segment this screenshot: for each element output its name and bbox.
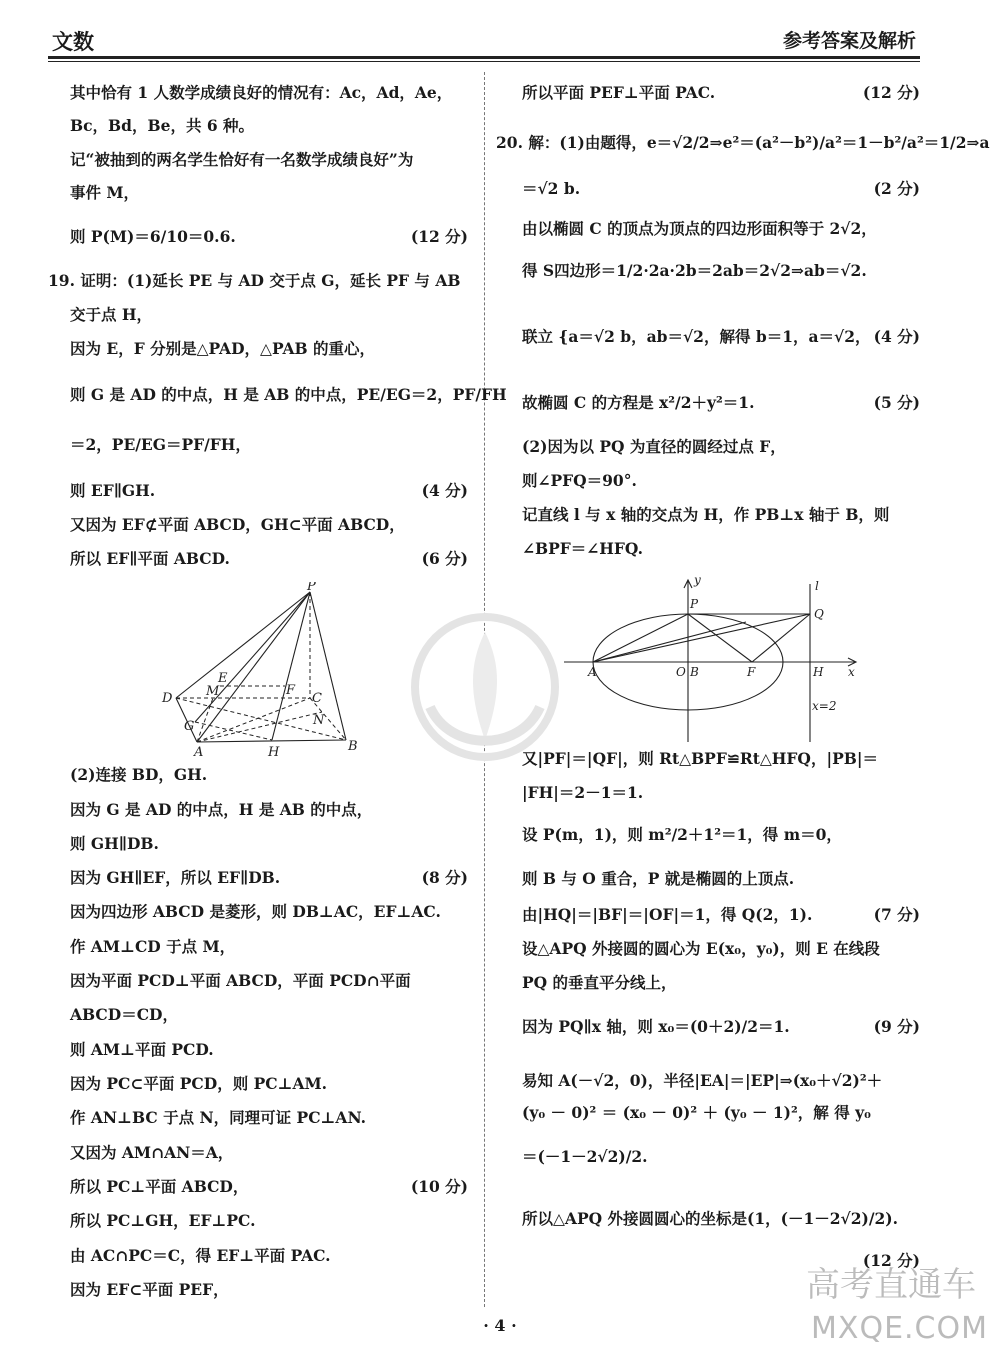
watermark-emblem <box>410 612 560 762</box>
text-line: PQ 的垂直平分线上， <box>522 973 677 992</box>
label-O: O <box>676 665 686 679</box>
label-x: x <box>848 665 855 679</box>
ellipse-figure <box>560 570 860 745</box>
text-line: 因为 EF⊂平面 PEF， <box>70 1280 229 1299</box>
text-line: 则 G 是 AD 的中点，H 是 AB 的中点，PE/EG＝2，PF/FH <box>70 385 507 404</box>
text-line: ABCD＝CD， <box>70 1005 178 1024</box>
text-line: 则 GH∥DB. <box>70 834 159 853</box>
label-P: P <box>307 582 316 594</box>
text-line: 因为四边形 ABCD 是菱形，则 DB⊥AC，EF⊥AC. <box>70 902 441 921</box>
label-l: l <box>815 579 819 593</box>
edge-GH <box>195 722 272 740</box>
label-C: C <box>312 691 322 706</box>
label-M: M <box>206 684 220 699</box>
segment-FQ <box>752 614 810 662</box>
label-N: N <box>313 713 325 728</box>
label-A: A <box>588 665 597 679</box>
page-header <box>48 22 920 56</box>
text-line: ＝√2 b. (2 分) <box>522 179 920 198</box>
text-line: 则 B 与 O 重合，P 就是椭圆的上顶点. <box>522 869 795 888</box>
label-D: D <box>162 691 173 706</box>
problem-20-start: 20. 解：(1)由题得，e＝√2/2⇒e²＝(a²－b²)/a²＝1－b²/a²＝1/2⇒a <box>496 133 990 152</box>
pyramid-figure <box>150 582 370 762</box>
text-line: 由以椭圆 C 的顶点为顶点的四边形面积等于 2√2， <box>522 219 877 238</box>
text-line: 则 EF∥GH. (4 分) <box>70 481 468 500</box>
site-watermark-cn: 高考直通车 <box>806 1265 976 1305</box>
text-line: 由|HQ|＝|BF|＝|OF|＝1，得 Q(2，1). (7 分) <box>522 905 920 924</box>
text-line: 其中恰有 1 人数学成绩良好的情况有：Ac，Ad，Ae， <box>70 83 453 102</box>
text-line: 故椭圆 C 的方程是 x²/2＋y²＝1. (5 分) <box>522 393 920 412</box>
text-line: 所以 PC⊥GH，EF⊥PC. <box>70 1211 256 1230</box>
text-line: (2)连接 BD，GH. <box>70 765 208 784</box>
text-line: 易知 A(－√2，0)，半径|EA|＝|EP|⇒(x₀＋√2)²＋ <box>522 1071 883 1090</box>
label-F: F <box>747 665 756 679</box>
text-line: 所以 EF∥平面 ABCD. (6 分) <box>70 549 468 568</box>
text-line: 所以平面 PEF⊥平面 PAC. (12 分) <box>522 83 920 102</box>
header-rule <box>48 56 920 59</box>
text-line: 交于点 H， <box>70 305 153 324</box>
text-line: 又因为 EF⊄平面 ABCD，GH⊂平面 ABCD， <box>70 515 405 534</box>
site-watermark-en: MXQE.COM <box>811 1311 988 1346</box>
text-line: 因为平面 PCD⊥平面 ABCD，平面 PCD∩平面 <box>70 971 411 990</box>
text-line: 则 AM⊥平面 PCD. <box>70 1040 214 1059</box>
text-line: 联立 {a＝√2 b，ab＝√2，解得 b＝1，a＝√2， (4 分) <box>522 327 920 346</box>
subject-label: 文数 <box>52 29 94 54</box>
text-line: 又|PF|＝|QF|，则 Rt△BPF≌Rt△HFQ，|PB|＝ <box>522 749 878 768</box>
text-line: 因为 PC⊂平面 PCD，则 PC⊥AM. <box>70 1074 328 1093</box>
label-B: B <box>348 739 358 754</box>
label-A: A <box>194 745 204 760</box>
label-F: F <box>286 683 296 698</box>
header-title: 参考答案及解析 <box>782 30 916 52</box>
label-H: H <box>268 745 280 760</box>
text-line: 事件 M， <box>70 183 140 202</box>
text-line: 作 AN⊥BC 于点 N，同理可证 PC⊥AN. <box>70 1108 367 1127</box>
segment-AQ <box>593 614 810 662</box>
text-line: 因为 E，F 分别是△PAD，△PAB 的重心， <box>70 339 375 358</box>
text-line: 设△APQ 外接圆的圆心为 E(x₀，y₀)，则 E 在线段 <box>522 939 880 958</box>
label-P: P <box>690 597 699 611</box>
text-line: (y₀ － 0)² ＝ (x₀ － 0)² ＋ (y₀ － 1)²，解 得 y₀ <box>522 1103 871 1122</box>
text-line: 由 AC∩PC＝C，得 EF⊥平面 PAC. <box>70 1246 331 1265</box>
text-line: ＝(－1－2√2)/2. <box>522 1147 648 1166</box>
segment-AP <box>593 614 688 662</box>
text-line: ∠BPF＝∠HFQ. <box>522 539 644 558</box>
edge-PA <box>197 592 310 742</box>
text-line: 所以 PC⊥平面 ABCD， (10 分) <box>70 1177 468 1196</box>
text-line: 所以△APQ 外接圆圆心的坐标是(1，(－1－2√2)/2). <box>522 1209 899 1228</box>
label-H: H <box>813 665 824 679</box>
segment-AE <box>593 622 746 662</box>
header-rule-thin <box>48 61 920 62</box>
text-line: (2)因为以 PQ 为直径的圆经过点 F， <box>522 437 786 456</box>
text-line: 则∠PFQ＝90°. <box>522 471 637 490</box>
text-line: |FH|＝2－1＝1. <box>522 783 644 802</box>
label-E: E <box>218 671 228 686</box>
segment-PF <box>688 614 752 662</box>
label-Q: Q <box>814 607 824 621</box>
text-line: 记“被抽到的两名学生恰好有一名数学成绩良好”为 <box>70 150 414 169</box>
text-line: 则 P(M)＝6/10＝0.6. (12 分) <box>70 227 468 246</box>
label-x-eq-2: x=2 <box>812 699 837 713</box>
text-line: 记直线 l 与 x 轴的交点为 H，作 PB⊥x 轴于 B，则 <box>522 505 890 524</box>
problem-19-start: 19. 证明：(1)延长 PE 与 AD 交于点 G，延长 PF 与 AB <box>48 271 461 290</box>
text-line: 得 S四边形＝1/2·2a·2b＝2ab＝2√2⇒ab＝√2. <box>522 261 867 280</box>
text-line: 作 AM⊥CD 于点 M， <box>70 937 236 956</box>
label-G: G <box>184 719 195 734</box>
label-B: B <box>690 665 699 679</box>
text-line: Bc，Bd，Be，共 6 种。 <box>70 116 255 135</box>
page-number: · 4 · <box>483 1316 517 1335</box>
text-line: 因为 PQ∥x 轴，则 x₀＝(0＋2)/2＝1. (9 分) <box>522 1017 920 1036</box>
label-y: y <box>694 573 701 587</box>
text-line: ＝2，PE/EG＝PF/FH， <box>70 435 251 454</box>
text-line: 因为 G 是 AD 的中点，H 是 AB 的中点， <box>70 800 373 819</box>
text-line: 设 P(m，1)，则 m²/2＋1²＝1，得 m＝0， <box>522 825 842 844</box>
text-line: 因为 GH∥EF，所以 EF∥DB. (8 分) <box>70 868 468 887</box>
text-line: 又因为 AM∩AN＝A， <box>70 1143 234 1162</box>
